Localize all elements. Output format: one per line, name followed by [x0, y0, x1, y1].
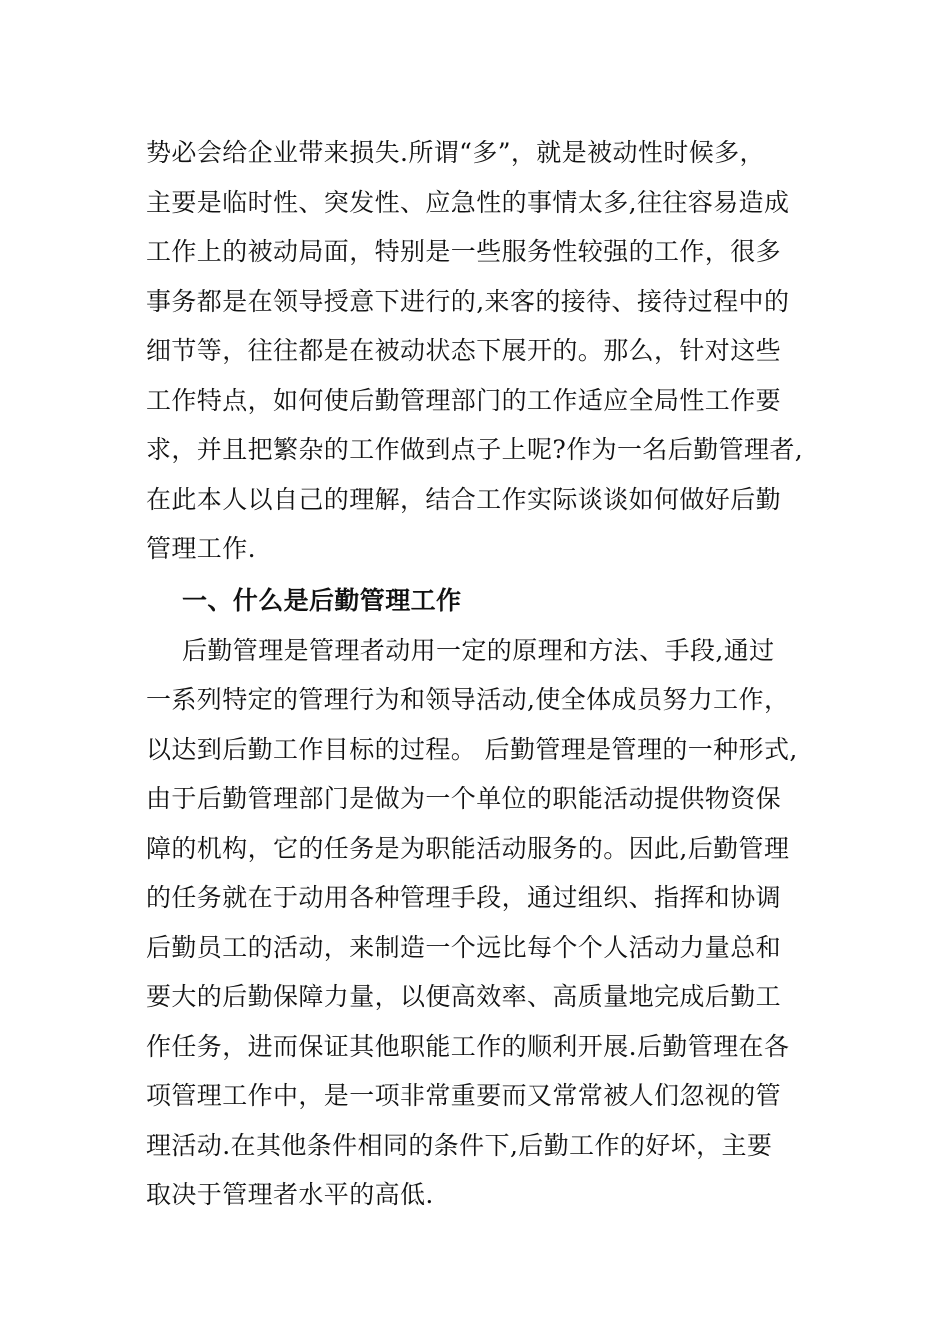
- text-line: 后勤员工的活动，来制造一个远比每个个人活动力量总和: [146, 932, 782, 962]
- text-line: 由于后勤管理部门是做为一个单位的职能活动提供物资保: [146, 784, 782, 813]
- text-line: 势必会给企业带来损失.所谓“多”，就是被动性时候多，: [146, 138, 765, 167]
- text-line: 主要是临时性、突发性、应急性的事情太多,往往容易造成: [146, 187, 790, 217]
- text-line: 工作特点，如何使后勤管理部门的工作适应全局性工作要: [146, 385, 782, 415]
- text-line: 作任务，进而保证其他职能工作的顺利开展.后勤管理在各: [146, 1031, 790, 1061]
- section-heading: 一、什么是后勤管理工作: [182, 586, 462, 615]
- text-line: 一系列特定的管理行为和领导活动,使全体成员努力工作，: [146, 685, 790, 714]
- text-line: 取决于管理者水平的高低.: [146, 1180, 434, 1209]
- text-line: 事务都是在领导授意下进行的,来客的接待、接待过程中的: [146, 286, 790, 316]
- text-line: 障的机构，它的任务是为职能活动服务的。因此,后勤管理: [146, 833, 790, 863]
- section-1: [146, 576, 826, 1220]
- text-line: 项管理工作中，是一项非常重要而又常常被人们忽视的管: [146, 1081, 782, 1110]
- text-line: 的任务就在于动用各种管理手段，通过组织、指挥和协调: [146, 883, 782, 912]
- text-line: 要大的后勤保障力量，以便高效率、高质量地完成后勤工: [146, 982, 782, 1011]
- text-line: 理活动.在其他条件相同的条件下,后勤工作的好坏，主要: [146, 1130, 773, 1160]
- text-line: 以达到后勤工作目标的过程。 后勤管理是管理的一种形式,: [146, 734, 798, 764]
- paragraph-intro: [146, 128, 826, 574]
- text-line: 管理工作.: [146, 534, 256, 563]
- text-line: 求，并且把繁杂的工作做到点子上呢?作为一名后勤管理者,: [146, 435, 804, 464]
- text-line: 细节等，往往都是在被动状态下展开的。那么，针对这些: [146, 336, 782, 365]
- text-line: 在此本人以自己的理解，结合工作实际谈谈如何做好后勤: [146, 484, 782, 514]
- text-line: 工作上的被动局面，特别是一些服务性较强的工作，很多: [146, 237, 782, 266]
- text-line: 后勤管理是管理者动用一定的原理和方法、手段,通过: [182, 635, 775, 665]
